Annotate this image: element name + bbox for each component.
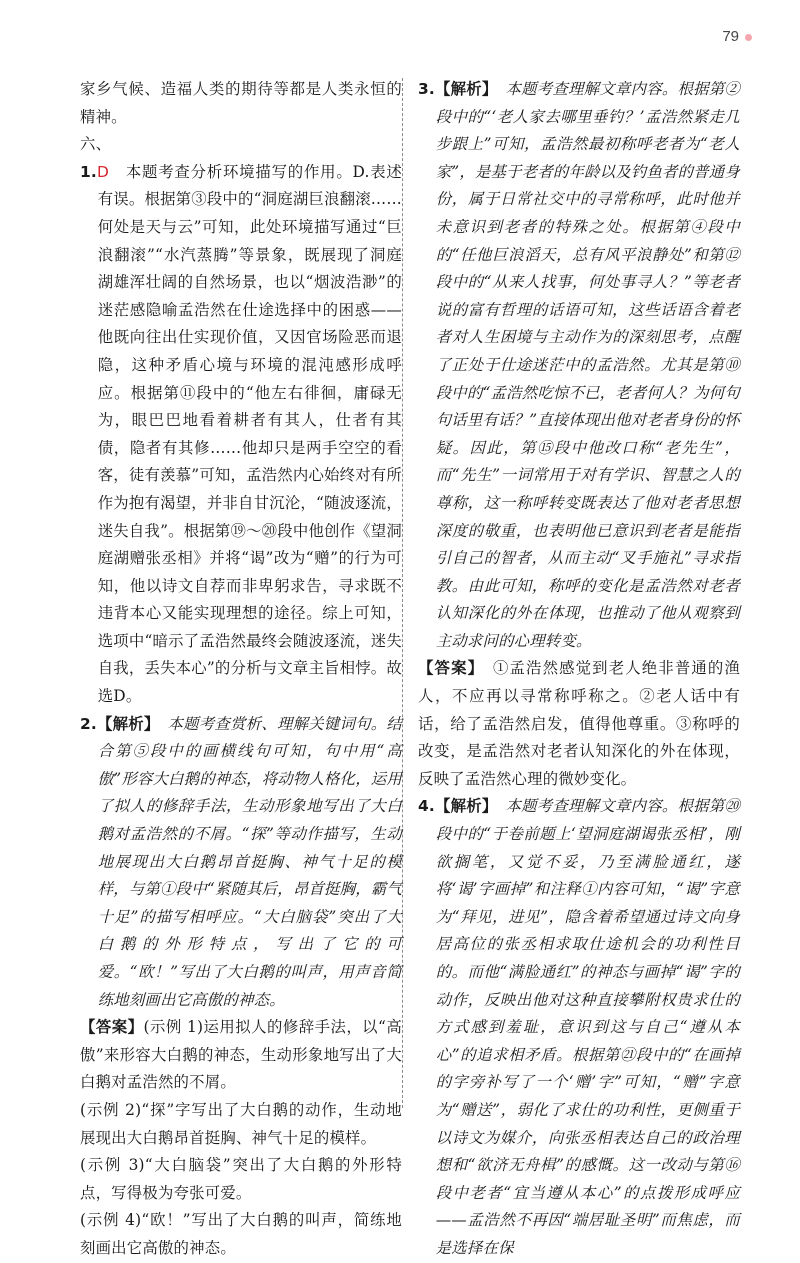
column-divider xyxy=(402,78,403,1108)
q2-number: 2. xyxy=(80,714,97,733)
q2-answer-4: (示例 4)“欧！”写出了大白鹅的叫声，简练地刻画出它高傲的神态。 xyxy=(80,1211,402,1257)
q3-answer-tag: 【答案】 xyxy=(418,659,477,678)
q4-analysis-tag: 【解析】 xyxy=(434,797,490,816)
q4-text: 本题考查理解文章内容。根据第⑳段中的“于卷前题上‘望洞庭湖谒张丞相’，刚欲搁笔，又觉不妥，乃至满脸通红，遂将‘谒’字画掉”和注释①内容可知，“谒”字意为“拜见，进见”，隐含着希望通过诗文向身居高位的张丞相求取仕途机会的功利性目的。而他“满脸通红”的神态与画掉“谒”字的动作，反映出他对这种直接攀附权贵求仕的方式感到羞耻，意识到这与自己“遵从本心”的追求相矛盾。根据第㉑段中的“在画掉的字旁补写了一个‘赠’字”可知，“赠”字意为“赠送”，弱化了求仕的功利性，更侧重于以诗文为媒介，向张丞相表达自己的政治理想和“欲济无舟楫”的感慨。这一改动与第⑯段中老者“宜当遵从本心”的点拨形成呼应——孟浩然不再因“端居耻圣明”而焦虑，而是选择在保 xyxy=(435,797,740,1257)
q3-paragraph xyxy=(418,76,740,655)
q2-answer-1: (示例 1)运用拟人的修辞手法，以“高傲”来形容大白鹅的神态，生动形象地写出了大白鹅对孟浩然的不屑。 xyxy=(80,1018,402,1092)
q1-paragraph xyxy=(80,159,402,711)
q1-number: 1. xyxy=(80,162,97,181)
q3-answer-paragraph xyxy=(418,655,740,793)
q2-paragraph xyxy=(80,711,402,1015)
page-dot-icon xyxy=(745,34,752,41)
q1-answer-letter: D xyxy=(96,162,110,181)
q3-number: 3. xyxy=(418,80,435,98)
q2-answer-paragraph xyxy=(80,1014,402,1097)
q1-text: 本题考查分析环境描写的作用。D.表述有误。根据第③段中的“洞庭湖巨浪翻滚……何处是天与云”可知，此处环境描写通过“巨浪翻滚”“水汽蒸腾”等景象，既展现了洞庭湖雄浑壮阔的自然场景，也以“烟波浩渺”的迷茫感隐喻孟浩然在仕途选择中的困惑——他既向往出仕实现价值，又因官场险恶而退隐，这种矛盾心境与环境的混沌感形成呼应。根据第⑪段中的“他左右徘徊，庸碌无为，眼巴巴地看着耕者有其人，仕者有其债，隐者有其修……他却只是两手空空的看客，徒有羡慕”可知，孟浩然内心始终对有所作为抱有渴望，并非自甘沉沦，“随波逐流，迷失自我”。根据第⑲～⑳段中他创作《望洞庭湖赠张丞相》并将“谒”改为“赠”的行为可知，他以诗文自荐而非卑躬求告，寻求既不违背本心又能实现理想的途径。综上可知，选项中“暗示了孟浩然最终会随波逐流，迷失自我，丢失本心”的分析与文章主旨相悖。故选D。 xyxy=(97,162,402,706)
q2-answer-2: (示例 2)“探”字写出了大白鹅的动作，生动地展现出大白鹅昂首挺胸、神气十足的模样。 xyxy=(80,1100,402,1147)
page-number xyxy=(722,28,752,45)
right-column xyxy=(418,76,740,1263)
q4-number: 4. xyxy=(418,797,435,816)
continued-paragraph: 家乡气候、造福人类的期待等都是人类永恒的精神。 xyxy=(80,80,402,126)
q2-text: 本题考查赏析、理解关键词句。结合第⑤段中的画横线句可知，句中用“高傲”形容大白鹅的神态，将动物人格化，运用了拟人的修辞手法，生动形象地写出了大白鹅对孟浩然的不屑。“探”等动作描写，生动地展现出大白鹅昂首挺胸、神气十足的模样，与第①段中“紧随其后，昂首挺胸，霸气十足”的描写相呼应。“大白脑袋”突出了大白鹅的外形特点，写出了它的可爱。“欧！”写出了大白鹅的叫声，用声音简练地刻画出它高傲的神态。 xyxy=(97,714,402,1009)
q3-answer-text: ①孟浩然感觉到老人绝非普通的渔人，不应再以寻常称呼称之。②老人话中有话，给了孟浩然启发，值得他尊重。③称呼的改变，是孟浩然对老者认知深化的外在体现，反映了孟浩然心理的微妙变化。 xyxy=(418,659,740,788)
q2-answer-3: (示例 3)“大白脑袋”突出了大白鹅的外形特点，写得极为夸张可爱。 xyxy=(80,1156,402,1202)
section-heading: 六、 xyxy=(80,135,112,154)
q2-answer-tag: 【答案】 xyxy=(80,1018,144,1037)
q4-paragraph xyxy=(418,793,740,1262)
q3-analysis-tag: 【解析】 xyxy=(434,80,490,98)
page-number-text: 79 xyxy=(722,28,739,45)
left-column xyxy=(80,76,402,1263)
q3-text: 本题考查理解文章内容。根据第②段中的“‘老人家去哪里垂钓？’孟浩然紧走几步跟上”可知，孟浩然最初称呼老者为“老人家”，是基于老者的年龄以及钓鱼者的普通身份，属于日常社交中的寻常称呼，此时他并未意识到老者的特殊之处。根据第④段中的“任他巨浪滔天，总有风平浪静处”和第⑫段中的“从来人找事，何处事寻人？”等老者说的富有哲理的话语可知，这些话语含着老者对人生困境与主动作为的深刻思考，点醒了正处于仕途迷茫中的孟浩然。尤其是第⑩段中的“孟浩然吃惊不已，老者何人？为何句句话里有话？”直接体现出他对老者身份的怀疑。因此，第⑮段中他改口称“老先生”，而“先生”一词常用于对有学识、智慧之人的尊称，这一称呼转变既表达了他对老者思想深度的敬重，也表明他已意识到老者是能指引自己的智者，从而主动“叉手施礼”寻求指教。由此可知，称呼的变化是孟浩然对老者认知深化的外在体现，也推动了他从观察到主动求问的心理转变。 xyxy=(435,80,740,650)
q2-analysis-tag: 【解析】 xyxy=(96,714,152,733)
